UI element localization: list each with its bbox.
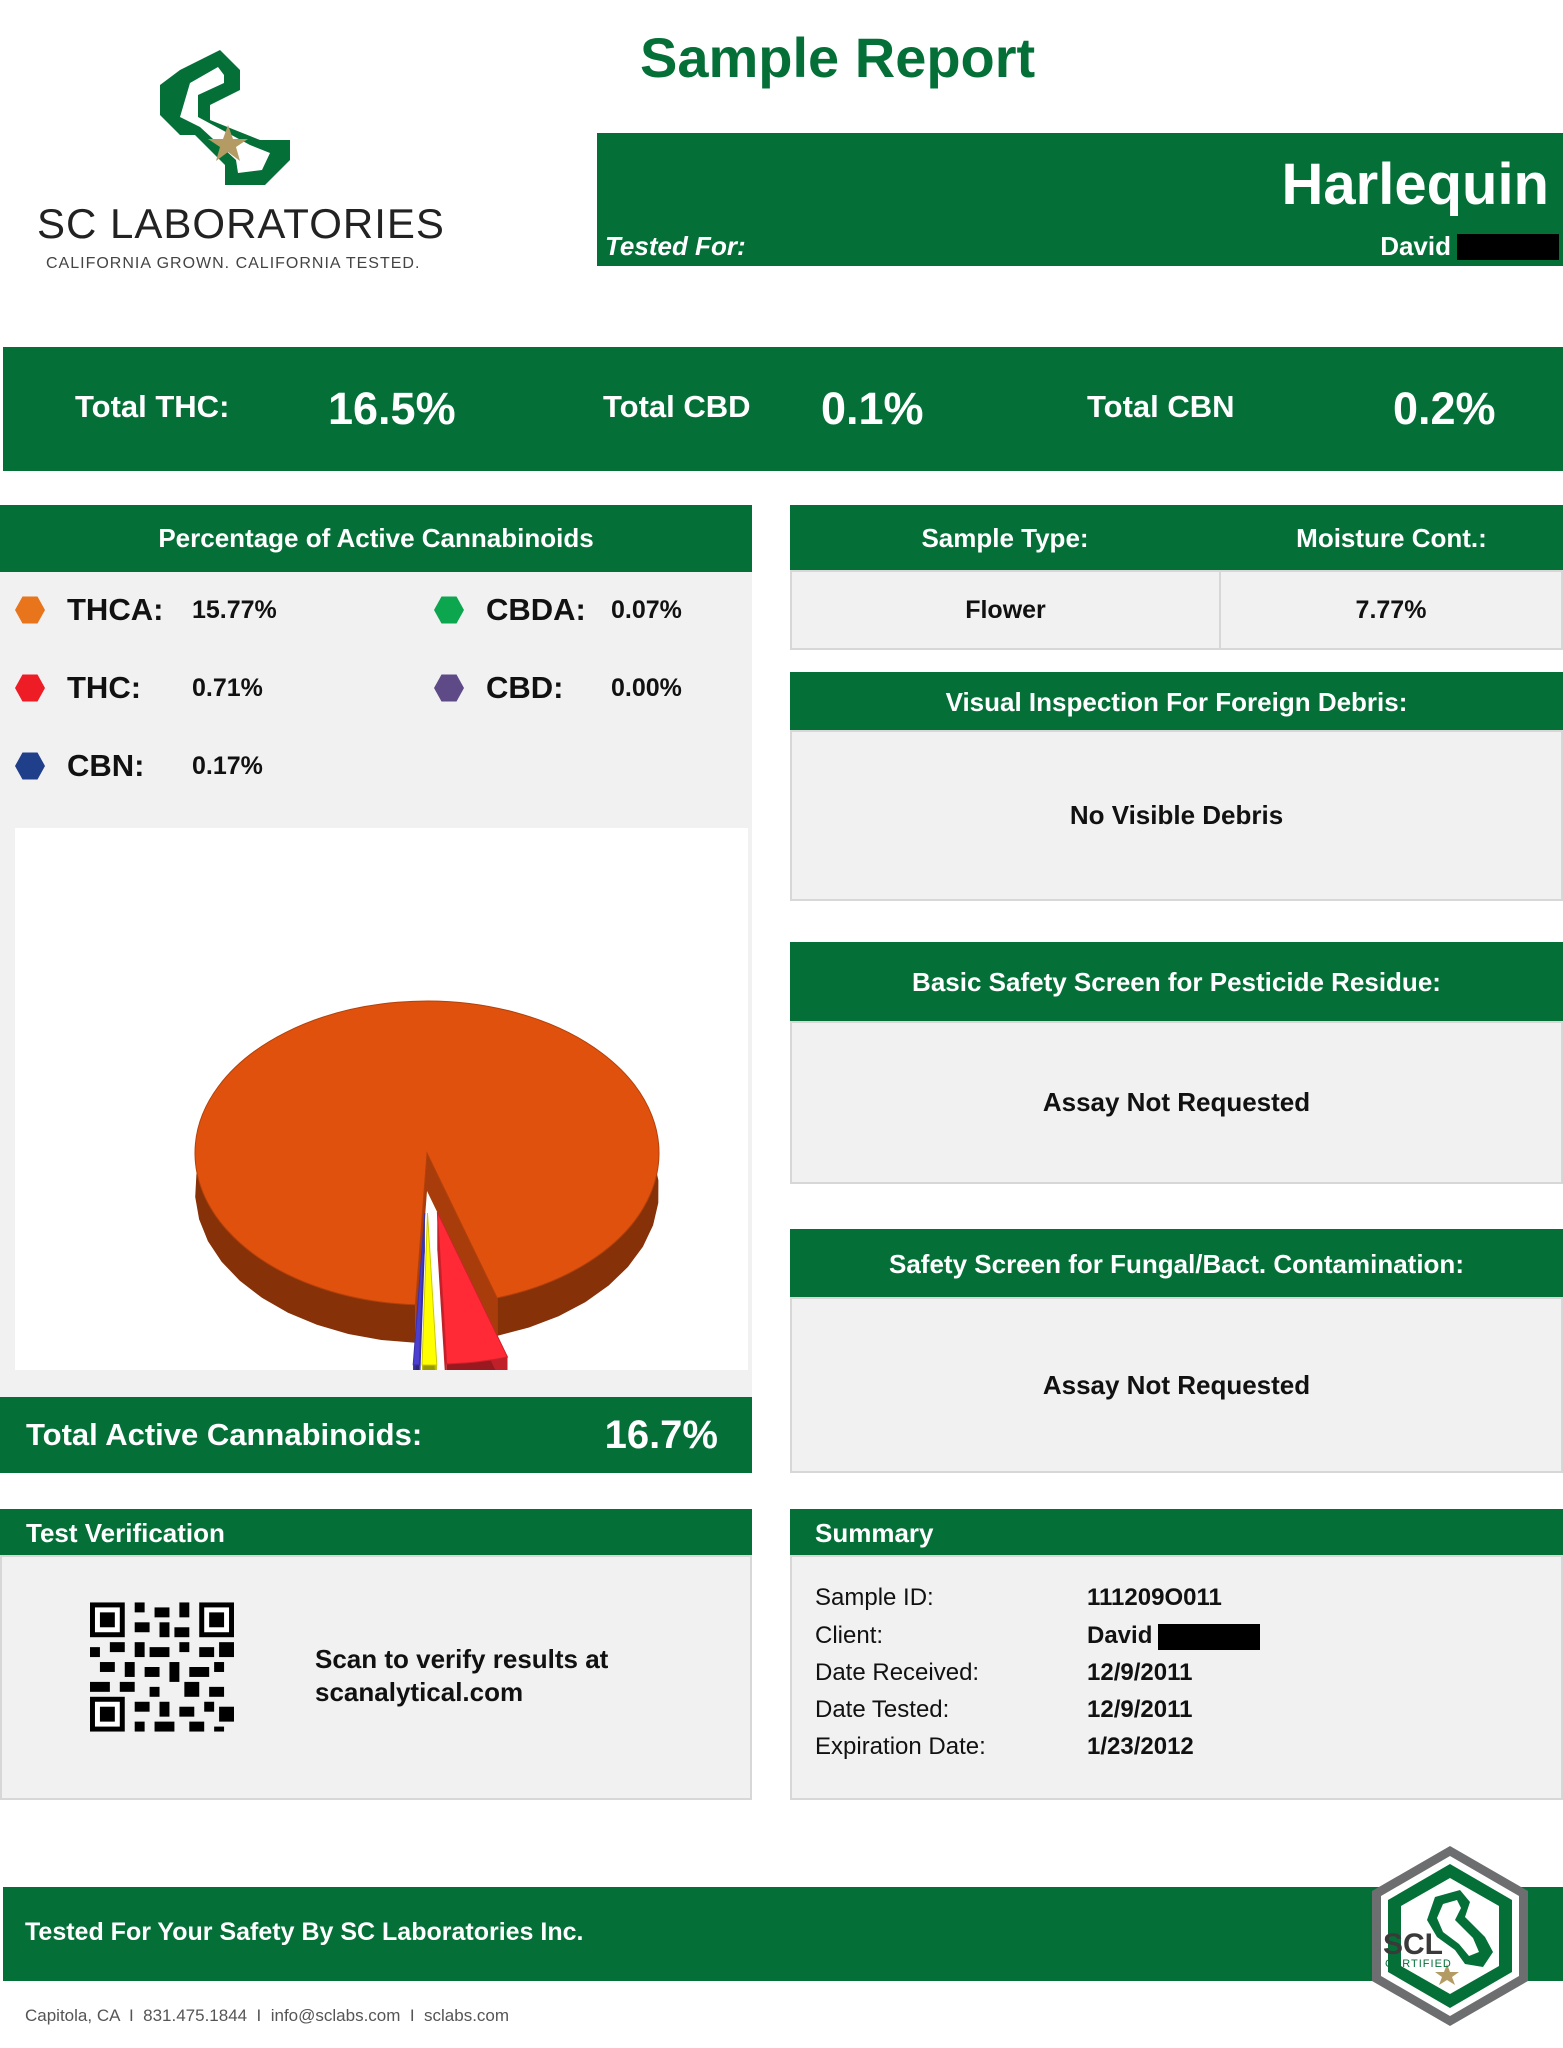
legend-label: CBDA: xyxy=(486,592,586,627)
summary-value xyxy=(1087,1622,1260,1650)
summary-title: Summary xyxy=(815,1518,934,1548)
pie-chart xyxy=(15,828,748,1370)
fungal-value: Assay Not Requested xyxy=(1042,1369,1311,1400)
total-cbn-value: 0.2% xyxy=(1393,383,1496,434)
summary-row-date-tested xyxy=(815,1696,1192,1724)
total-cbd-value: 0.1% xyxy=(821,383,924,434)
pesticide-header: Basic Safety Screen for Pesticide Residue: xyxy=(790,942,1563,1023)
company-logo xyxy=(30,40,445,280)
report-title: Sample Report xyxy=(640,26,1036,89)
summary-row-date-received xyxy=(815,1659,1192,1687)
fungal-panel xyxy=(790,1297,1563,1473)
legend-label: THC: xyxy=(67,670,142,705)
moisture-header: Moisture Cont.: xyxy=(1296,523,1487,553)
legend-value: 0.00% xyxy=(611,673,682,702)
moisture-value: 7.77% xyxy=(1355,595,1427,624)
verification-panel xyxy=(0,1555,752,1800)
summary-value: 1/23/2012 xyxy=(1087,1733,1194,1760)
legend-label: CBD: xyxy=(486,670,564,705)
fungal-header: Safety Screen for Fungal/Bact. Contamination: xyxy=(790,1229,1563,1299)
verification-link[interactable]: scanalytical.com xyxy=(315,1677,524,1707)
summary-label: Sample ID: xyxy=(815,1584,934,1611)
totals-bar xyxy=(3,347,1563,471)
visual-value: No Visible Debris xyxy=(1069,800,1284,830)
summary-header xyxy=(790,1509,1563,1557)
badge-subtext: CERTIFIED xyxy=(1385,1958,1452,1970)
sample-type-cell xyxy=(790,570,1221,650)
footer-contact: Capitola, CA I 831.475.1844 I info@sclabs.com I sclabs.com xyxy=(25,2006,510,2025)
sample-type-value: Flower xyxy=(965,595,1046,624)
sample-type-header: Sample Type: xyxy=(921,523,1089,553)
total-thc-value: 16.5% xyxy=(328,383,456,434)
client-name-text: David xyxy=(1380,231,1451,261)
verification-title: Test Verification xyxy=(26,1518,225,1548)
legend-item-thc xyxy=(15,670,263,706)
tested-for-label: Tested For: xyxy=(605,231,746,261)
summary-label: Client: xyxy=(815,1622,884,1649)
total-cbn-label: Total CBN xyxy=(1087,389,1235,424)
legend-label: THCA: xyxy=(67,592,164,627)
legend-item-cbd xyxy=(434,670,682,706)
summary-label: Expiration Date: xyxy=(815,1733,986,1760)
cannabinoids-header: Percentage of Active Cannabinoids xyxy=(0,505,752,572)
summary-row-expiration xyxy=(815,1733,1194,1761)
summary-client-name: David xyxy=(1087,1622,1153,1649)
legend-label: CBN: xyxy=(67,748,145,783)
summary-row-client xyxy=(815,1622,1260,1650)
redaction-bar xyxy=(1457,234,1559,260)
brand-name: SC LABORATORIES xyxy=(37,200,445,247)
hexagon-icon xyxy=(434,673,464,703)
legend-item-thca xyxy=(15,592,277,628)
visual-header: Visual Inspection For Foreign Debris: xyxy=(790,672,1563,732)
verification-text-line1: Scan to verify results at xyxy=(315,1644,609,1674)
visual-panel xyxy=(790,730,1563,901)
hexagon-icon xyxy=(15,595,45,625)
footer-tagline: Tested For Your Safety By SC Laboratories Inc. xyxy=(25,1918,584,1946)
footer-bar xyxy=(3,1887,1563,1981)
hexagon-icon xyxy=(15,673,45,703)
summary-row-sample-id xyxy=(815,1584,1222,1612)
sample-header xyxy=(790,505,1563,572)
chart-area xyxy=(15,828,748,1370)
legend-item-cbn xyxy=(15,748,263,784)
legend-value: 15.77% xyxy=(192,595,277,624)
summary-label: Date Tested: xyxy=(815,1696,950,1723)
qr-code-icon[interactable] xyxy=(90,1602,234,1732)
brand-tagline: CALIFORNIA GROWN. CALIFORNIA TESTED. xyxy=(46,255,421,272)
strain-name: Harlequin xyxy=(1281,152,1549,217)
client-name xyxy=(1380,231,1559,262)
verification-header xyxy=(0,1509,752,1557)
verification-text xyxy=(315,1643,608,1709)
total-active-value: 16.7% xyxy=(604,1413,718,1457)
legend-value: 0.07% xyxy=(611,595,682,624)
summary-value: 12/9/2011 xyxy=(1087,1659,1193,1686)
pesticide-value: Assay Not Requested xyxy=(1042,1087,1311,1117)
legend-item-cbda xyxy=(434,592,682,628)
legend-value: 0.71% xyxy=(192,673,263,702)
total-active-label: Total Active Cannabinoids: xyxy=(26,1417,423,1452)
pesticide-panel xyxy=(790,1021,1563,1184)
redaction-bar xyxy=(1158,1624,1260,1650)
hexagon-icon xyxy=(15,751,45,781)
badge-text: SCL xyxy=(1383,1928,1443,1961)
legend-value: 0.17% xyxy=(192,751,263,780)
moisture-cell xyxy=(1219,570,1563,650)
summary-value: 111209O011 xyxy=(1087,1584,1222,1611)
total-active-bar xyxy=(0,1397,752,1473)
summary-label: Date Received: xyxy=(815,1659,980,1686)
total-cbd-label: Total CBD xyxy=(603,389,751,424)
total-thc-label: Total THC: xyxy=(75,389,230,424)
hexagon-icon xyxy=(434,595,464,625)
strain-banner xyxy=(597,133,1563,266)
summary-value: 12/9/2011 xyxy=(1087,1696,1193,1723)
california-state-star-icon xyxy=(150,45,320,190)
